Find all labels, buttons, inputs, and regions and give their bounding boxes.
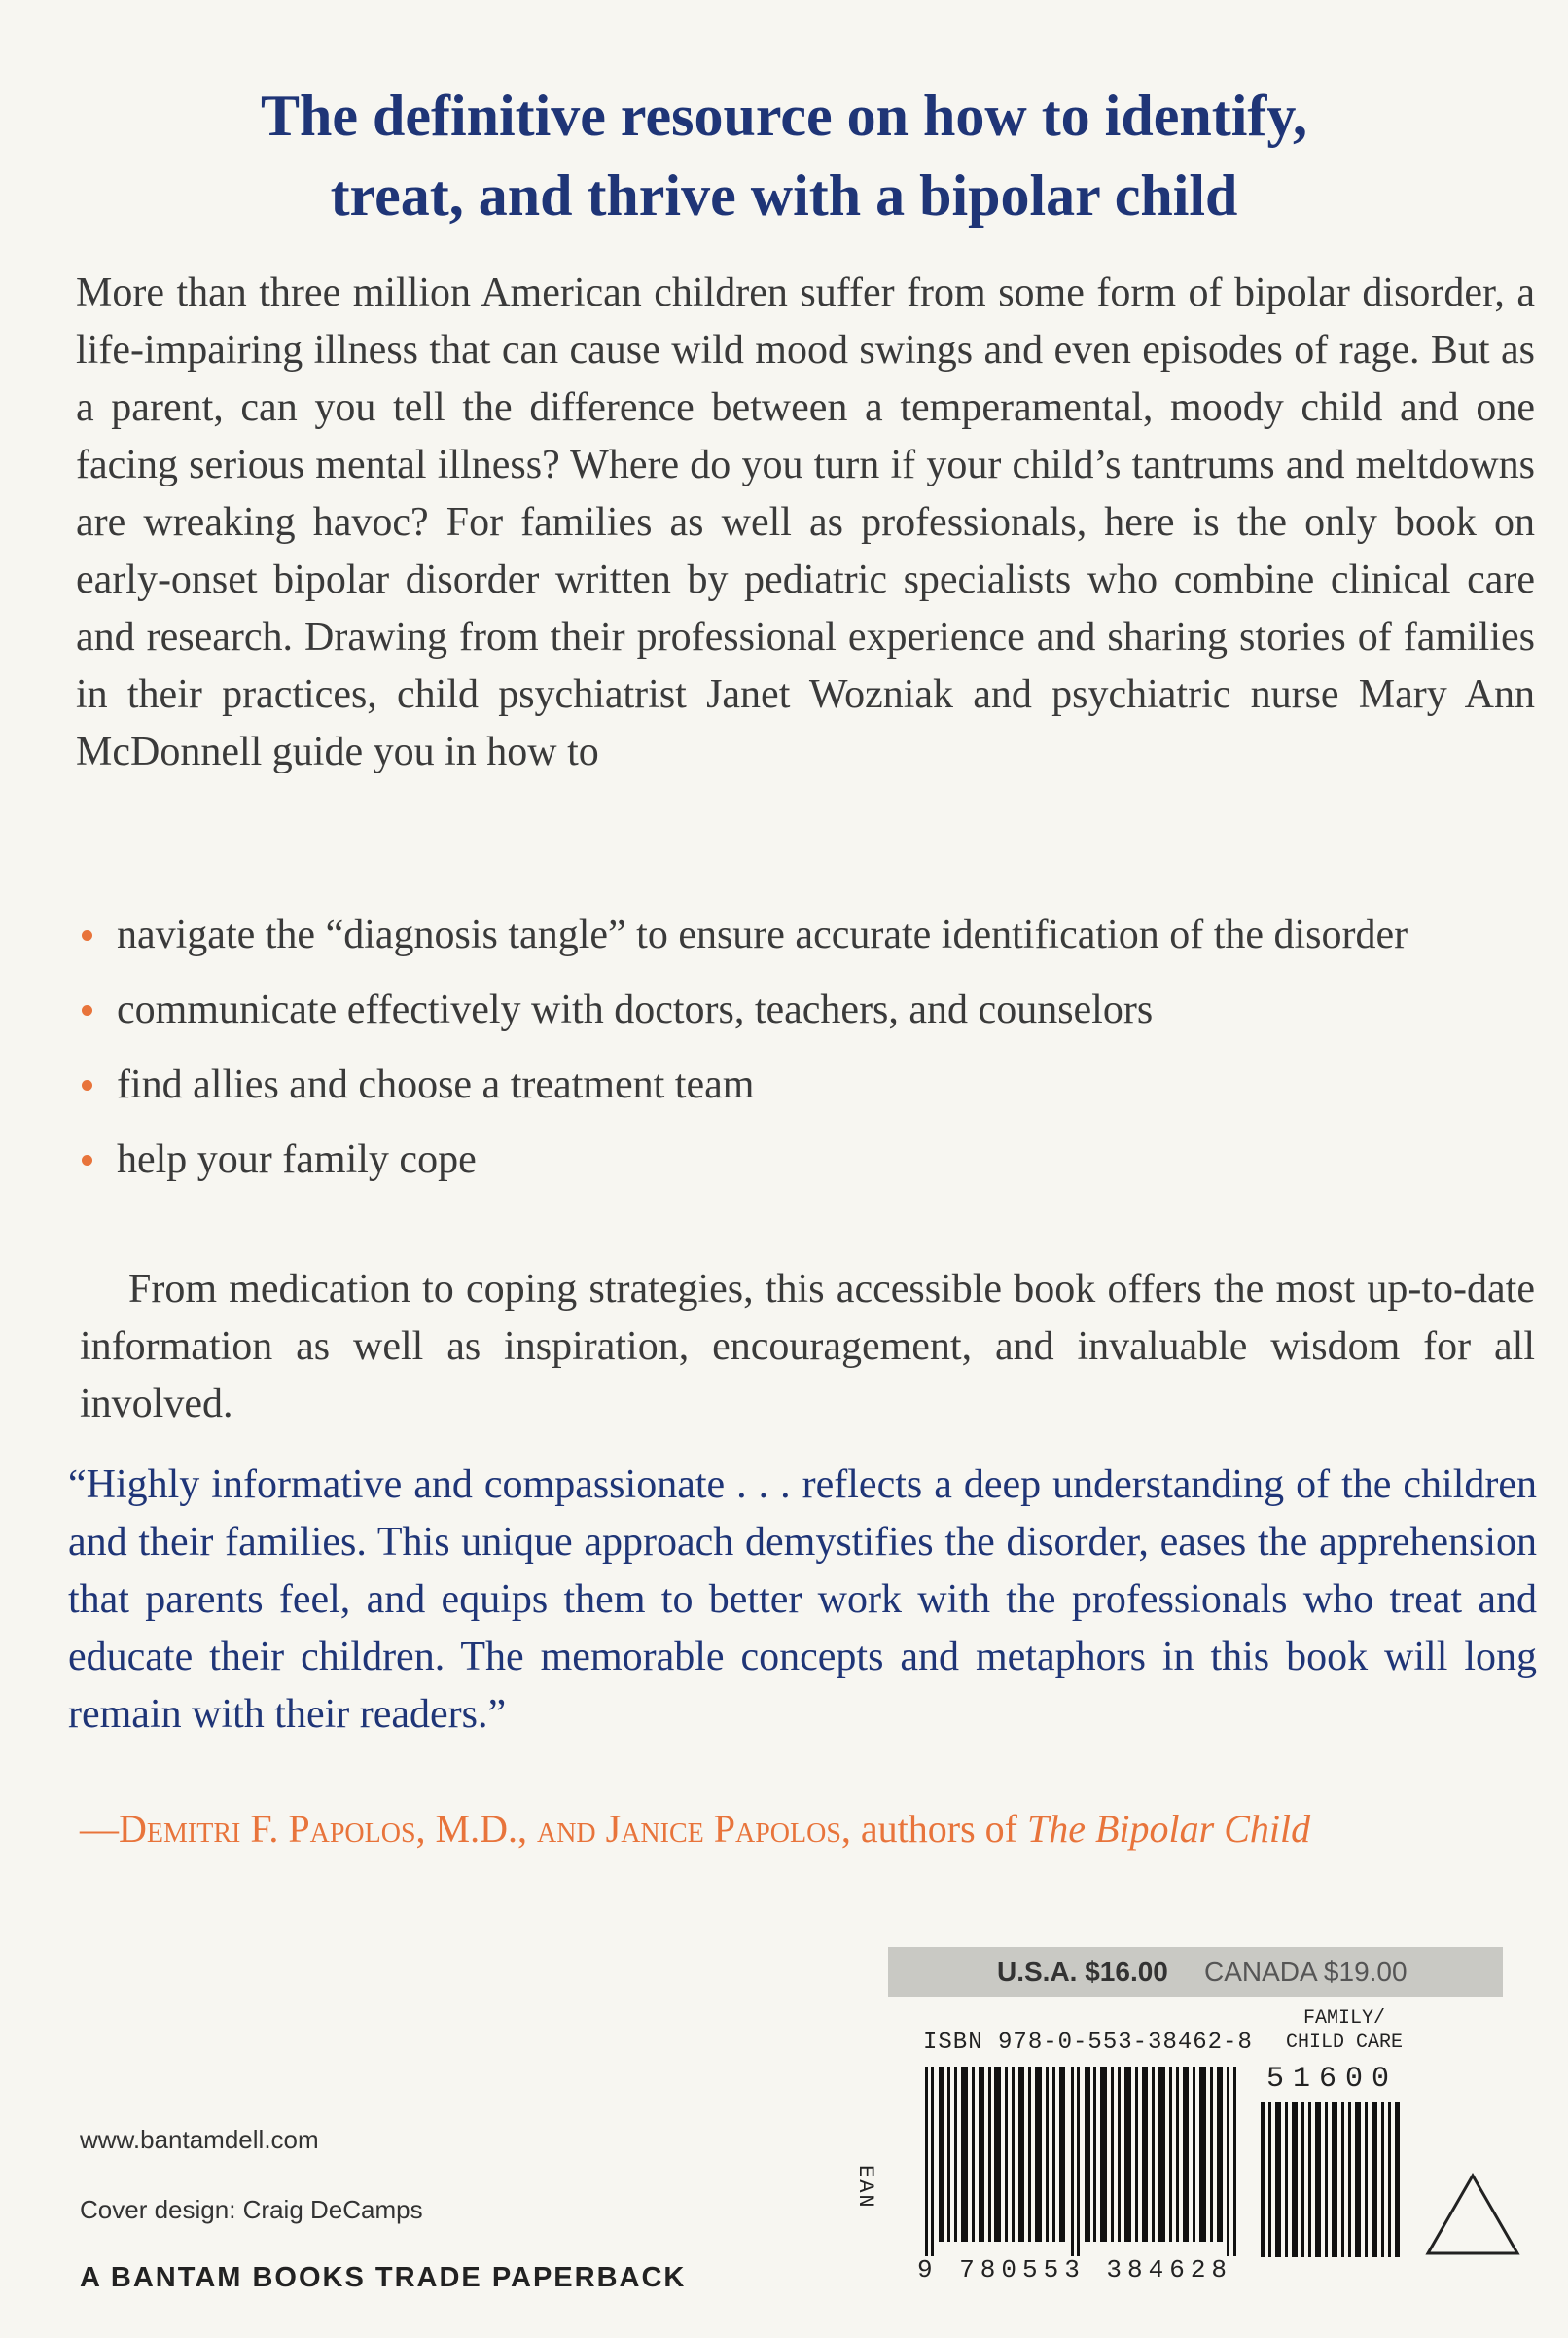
headline — [0, 76, 1568, 235]
bullet-dot-icon — [82, 1005, 92, 1016]
headline-line-1: The definitive resource on how to identify, — [260, 84, 1308, 148]
price-usa: U.S.A. $16.00 — [997, 1957, 1168, 1987]
price-bar — [888, 1947, 1503, 1997]
barcode-icon — [925, 2067, 1241, 2256]
barcode-digits: 9 780553 384628 — [917, 2255, 1233, 2284]
cover-design-credit: Cover design: Craig DeCamps — [80, 2195, 423, 2224]
bullet-item: communicate effectively with doctors, teachers, and counselors — [76, 982, 1486, 1039]
bullet-dot-icon — [82, 1080, 92, 1091]
publisher-logo-icon — [1424, 2172, 1521, 2257]
price-barcode-icon — [1259, 2092, 1405, 2257]
description-paragraph: More than three million American children suffer from some form of bipolar disorder, a life-impairing illness that can cause wild mood swings and even episodes of rage. But as a parent, can you tell the difference between a temperamental, moody child and one facing serious mental illness? Where do you turn if your child’s tantrums and meltdowns are wreaking havoc? For families as well as professionals, here is the only book on early-onset bipolar disorder written by pediatric specialists who combine clinical care and research. Drawing from their professional experience and sharing stories of families in their practices, child psychiatrist Janet Wozniak and psychiatric nurse Mary Ann McDonnell guide you in how to — [76, 270, 1535, 774]
bullet-item: help your family cope — [76, 1132, 1486, 1189]
bullet-list — [76, 907, 1486, 1206]
isbn-number: ISBN 978-0-553-38462-8 — [923, 2030, 1253, 2056]
ean-label: EAN — [853, 2165, 877, 2210]
bullet-item: navigate the “diagnosis tangle” to ensure accurate identification of the disorder — [76, 907, 1486, 964]
attribution-authors: Demitri F. Papolos, M.D., and Janice Papolos, — [119, 1807, 851, 1851]
category-label: FAMILY/ CHILD CARE — [1285, 2007, 1404, 2054]
imprint-label: A BANTAM BOOKS TRADE PAPERBACK — [80, 2262, 687, 2293]
price-code-digits: 51600 — [1266, 2063, 1399, 2096]
bullet-dot-icon — [82, 930, 92, 941]
headline-line-2: treat, and thrive with a bipolar child — [330, 163, 1238, 228]
price-canada: CANADA $19.00 — [1204, 1957, 1408, 1987]
quote-attribution: —Demitri F. Papolos, M.D., and Janice Papolos, authors of The Bipolar Child — [80, 1807, 1311, 1851]
closing-paragraph: From medication to coping strategies, this accessible book offers the most up-to-date information as well as inspiration, encouragement, and invaluable wisdom for all involved. — [80, 1267, 1535, 1426]
attribution-suffix: authors of — [860, 1807, 1017, 1851]
publisher-website: www.bantamdell.com — [80, 2125, 319, 2154]
attribution-book-title: The Bipolar Child — [1026, 1807, 1311, 1851]
bullet-item: find allies and choose a treatment team — [76, 1057, 1486, 1114]
endorsement-quote: “Highly informative and compassionate . . . reflects a deep understanding of the children and their families. This unique approach demystifies the disorder, eases the apprehension that parents feel, and equips them to better work with the professionals who treat and educate their children. The memorable concepts and metaphors in this book will long remain with their readers.” — [68, 1462, 1537, 1737]
bullet-dot-icon — [82, 1155, 92, 1166]
